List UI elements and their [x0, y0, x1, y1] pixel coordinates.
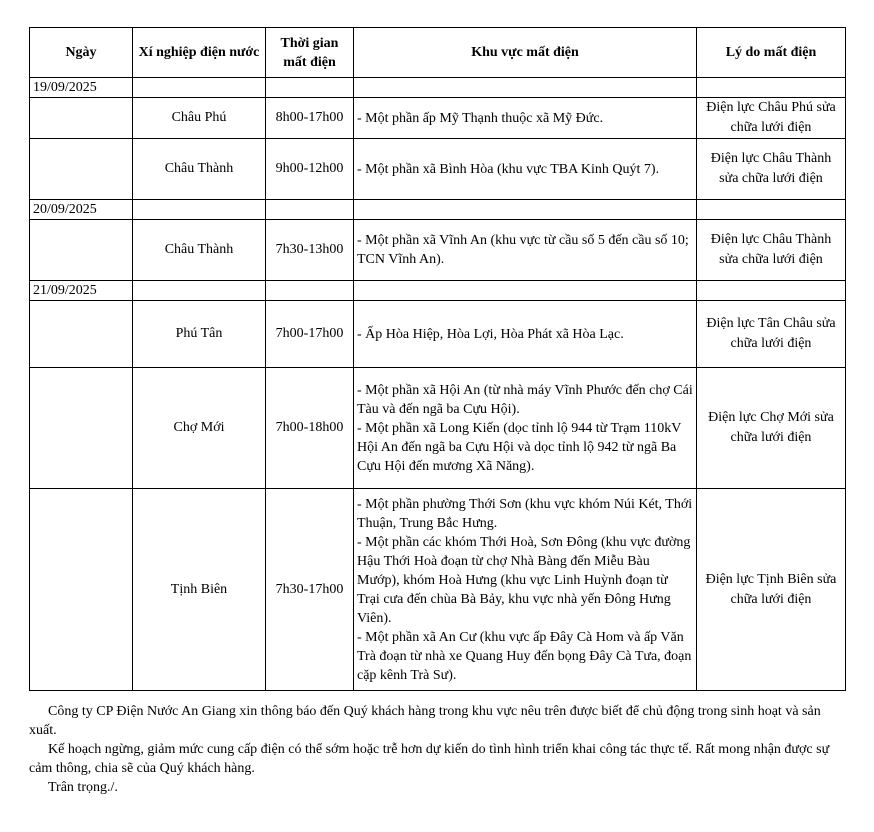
- header-date: Ngày: [30, 28, 133, 78]
- unit-cell: Phú Tân: [133, 301, 266, 368]
- area-cell: [354, 220, 697, 281]
- date-row: [30, 281, 846, 301]
- notice-paragraph: Kế hoạch ngừng, giảm mức cung cấp điện có thể sớm hoặc trễ hơn dự kiến do tình hình triển khai công tác thực tế. Rất mong nhận được sự cảm thông, chia sẽ của Quý khách hàng.: [29, 742, 830, 776]
- unit-cell: Châu Phú: [133, 98, 266, 139]
- area-cell: [354, 139, 697, 200]
- header-area: Khu vực mất điện: [354, 28, 697, 78]
- area-line: - Một phần xã Hội An (từ nhà máy Vĩnh Phước đến chợ Cái Tàu và đến ngã ba Cựu Hội).: [357, 382, 693, 417]
- table-row: [30, 139, 846, 200]
- date-cell: 20/09/2025: [30, 200, 133, 220]
- unit-cell: Châu Thành: [133, 220, 266, 281]
- notice-text: [29, 702, 849, 797]
- area-cell: [354, 98, 697, 139]
- time-cell: 7h00-18h00: [266, 368, 354, 489]
- unit-cell: Chợ Mới: [133, 368, 266, 489]
- reason-cell: Điện lực Châu Phú sửa chữa lưới điện: [697, 98, 846, 139]
- table-row: [30, 489, 846, 691]
- table-row: [30, 220, 846, 281]
- area-line: - Ấp Hòa Hiệp, Hòa Lợi, Hòa Phát xã Hòa Lạc.: [357, 326, 624, 342]
- outage-schedule-table: [29, 27, 846, 691]
- time-cell: 7h30-13h00: [266, 220, 354, 281]
- area-cell: [354, 368, 697, 489]
- unit-cell: Châu Thành: [133, 139, 266, 200]
- date-cell: 21/09/2025: [30, 281, 133, 301]
- area-line: - Một phần ấp Mỹ Thạnh thuộc xã Mỹ Đức.: [357, 110, 604, 126]
- reason-cell: Điện lực Tịnh Biên sửa chữa lưới điện: [697, 489, 846, 691]
- area-cell: [354, 489, 697, 691]
- notice-paragraph: Công ty CP Điện Nước An Giang xin thông báo đến Quý khách hàng trong khu vực nêu trên được biết để chủ động trong sinh hoạt và sản xuất.: [29, 704, 821, 738]
- table-row: [30, 368, 846, 489]
- date-row: [30, 78, 846, 98]
- table-row: [30, 98, 846, 139]
- area-line: - Một phần phường Thới Sơn (khu vực khóm Núi Két, Thới Thuận, Trung Bắc Hưng.: [357, 496, 693, 531]
- area-line: - Một phần các khóm Thới Hoà, Sơn Đông (khu vực đường Hậu Thới Hoà đoạn từ chợ Nhà Bàng đến Miễu Bàu Mướp), khóm Hoà Hưng (khu vực Linh Huỳnh đoạn từ Trại cưa đến chùa Bà Bảy, khu vực nhà yến Đông Hưng Viên).: [357, 534, 691, 626]
- unit-cell: Tịnh Biên: [133, 489, 266, 691]
- time-cell: 8h00-17h00: [266, 98, 354, 139]
- reason-cell: Điện lực Châu Thành sửa chữa lưới điện: [697, 139, 846, 200]
- header-row: [30, 28, 846, 78]
- closing-line: Trân trọng./.: [48, 780, 118, 795]
- time-cell: 9h00-12h00: [266, 139, 354, 200]
- header-unit: Xí nghiệp điện nước: [133, 28, 266, 78]
- time-cell: 7h30-17h00: [266, 489, 354, 691]
- area-line: - Một phần xã An Cư (khu vực ấp Đây Cà Hom và ấp Văn Trà đoạn từ nhà xe Quang Huy đến bọng Đây Cà Tưa, đoạn cặp kênh Trà Sư).: [357, 629, 692, 683]
- date-row: [30, 200, 846, 220]
- header-reason: Lý do mất điện: [697, 28, 846, 78]
- reason-cell: Điện lực Tân Châu sửa chữa lưới điện: [697, 301, 846, 368]
- date-cell: 19/09/2025: [30, 78, 133, 98]
- area-cell: [354, 301, 697, 368]
- area-line: - Một phần xã Long Kiến (dọc tỉnh lộ 944 từ Trạm 110kV Hội An đến ngã ba Cựu Hội và dọc tỉnh lộ 942 từ ngã Ba Cựu Hội đến mương Xã Năng).: [357, 420, 682, 474]
- reason-cell: Điện lực Chợ Mới sửa chữa lưới điện: [697, 368, 846, 489]
- area-line: - Một phần xã Bình Hòa (khu vực TBA Kinh Quýt 7).: [357, 161, 660, 177]
- header-time: Thời gian mất điện: [266, 28, 354, 78]
- area-line: - Một phần xã Vĩnh An (khu vực từ cầu số 5 đến cầu số 10; TCN Vĩnh An).: [357, 233, 689, 267]
- time-cell: 7h00-17h00: [266, 301, 354, 368]
- table-row: [30, 301, 846, 368]
- reason-cell: Điện lực Châu Thành sửa chữa lưới điện: [697, 220, 846, 281]
